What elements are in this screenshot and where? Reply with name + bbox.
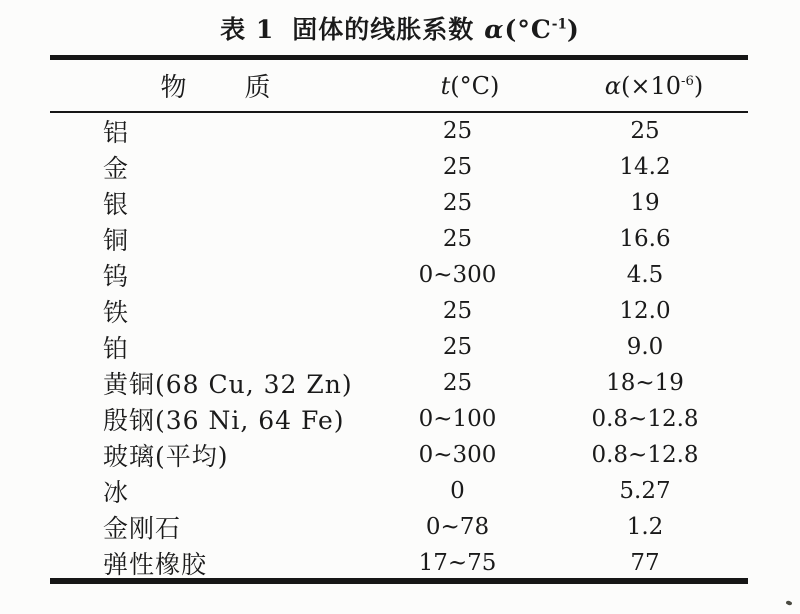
alpha-cell: 77 (630, 550, 660, 576)
temperature-cell: 17~75 (418, 550, 497, 576)
alpha-cell: 1.2 (626, 514, 664, 540)
substance-cell: 铜 (103, 226, 130, 255)
table-row (50, 329, 748, 365)
alpha-cell: 25 (630, 118, 660, 144)
substance-cell: 银 (103, 190, 130, 219)
table-row (50, 473, 748, 509)
temperature-cell: 0 (450, 478, 465, 504)
substance-cell: 金刚石 (103, 514, 182, 543)
table-row (50, 221, 748, 257)
alpha-cell: 12.0 (619, 298, 671, 324)
alpha-cell: 0.8~12.8 (591, 406, 699, 432)
alpha-cell: 9.0 (626, 334, 664, 360)
substance-cell: 铝 (103, 118, 130, 147)
alpha-cell: 19 (630, 190, 660, 216)
table-title (0, 10, 800, 46)
table-number: 表 1 (220, 15, 275, 44)
substance-cell: 金 (103, 154, 130, 183)
substance-cell: 冰 (103, 478, 130, 507)
table-title-text: 固体的线胀系数 (292, 15, 475, 44)
table-title-symbol: $\alpha(^\circ C^{-1})$ (484, 15, 580, 44)
substance-cell: 弹性橡胶 (103, 550, 208, 579)
table-row (50, 401, 748, 437)
table-row (50, 113, 748, 149)
alpha-cell: 4.5 (626, 262, 664, 288)
table-header-row (50, 60, 748, 111)
table-row (50, 545, 748, 581)
table-row (50, 185, 748, 221)
alpha-cell: 16.6 (619, 226, 671, 252)
temperature-cell: 0~78 (425, 514, 490, 540)
temperature-cell: 25 (442, 190, 473, 216)
temperature-cell: 25 (442, 154, 473, 180)
substance-cell: 钨 (103, 262, 130, 291)
data-table (50, 55, 748, 584)
column-header-temperature: t(°C) (440, 71, 500, 100)
substance-cell: 殷钢(36 Ni, 64 Fe) (103, 406, 345, 435)
table-row (50, 257, 748, 293)
temperature-cell: 25 (442, 226, 473, 252)
table-row (50, 437, 748, 473)
table-row (50, 365, 748, 401)
substance-cell: 玻璃(平均) (103, 442, 229, 471)
substance-cell: 铂 (103, 334, 130, 363)
alpha-cell: 0.8~12.8 (591, 442, 699, 468)
substance-cell: 铁 (103, 298, 130, 327)
substance-cell: 黄铜(68 Cu, 32 Zn) (103, 370, 353, 399)
alpha-cell: 5.27 (619, 478, 671, 504)
table-row (50, 293, 748, 329)
temperature-cell: 25 (442, 370, 473, 396)
temperature-cell: 25 (442, 298, 473, 324)
temperature-cell: 0~100 (418, 406, 497, 432)
alpha-cell: 14.2 (619, 154, 671, 180)
alpha-cell: 18~19 (606, 370, 684, 396)
temperature-cell: 25 (442, 118, 473, 144)
temperature-cell: 0~300 (418, 442, 497, 468)
table-row (50, 149, 748, 185)
column-header-alpha: $\alpha(\times 10^{-6})$ (604, 71, 704, 100)
table-row (50, 509, 748, 545)
temperature-cell: 0~300 (418, 262, 497, 288)
scan-artifact (785, 600, 792, 606)
table-body (50, 113, 748, 578)
column-header-substance: 物 质 (160, 73, 273, 103)
temperature-cell: 25 (442, 334, 473, 360)
